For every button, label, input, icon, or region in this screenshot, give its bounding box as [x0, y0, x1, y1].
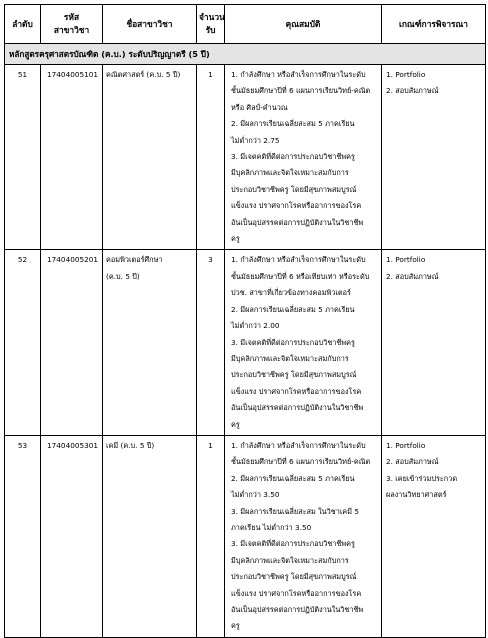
- row-code: 17404005201: [41, 250, 103, 435]
- row-criteria: [382, 250, 486, 435]
- criteria-line: 1. Portfolio: [386, 440, 426, 450]
- qual-line: 3. มีผลการเรียนเฉลี่ยสะสม ในวิชาเคมี 5: [231, 506, 359, 516]
- row-seats: 1: [197, 435, 225, 637]
- row-major-line2: (ค.บ. 5 ปี): [106, 271, 140, 281]
- row-major: [103, 435, 197, 637]
- qual-line: 2. มีผลการเรียนเฉลี่ยสะสม 5 ภาคเรียน: [231, 304, 355, 314]
- header-seats-line2: รับ: [205, 25, 216, 35]
- qual-line: แข็งแรง ปราศจากโรคหรืออาการของโรค: [231, 201, 362, 211]
- section-title: หลักสูตรครุศาสตรบัณฑิต (ค.บ.) ระดับปริญญาตรี (5 ปี): [5, 44, 486, 65]
- qual-line: หรือ ศิลป์-คำนวณ: [231, 102, 288, 112]
- qual-line: 3. มีเจตคติที่ดีต่อการประกอบวิชาชีพครู: [231, 337, 355, 347]
- qual-line: 1. กำลังศึกษา หรือสำเร็จการศึกษาในระดับ: [231, 440, 366, 450]
- qual-line: แข็งแรง ปราศจากโรคหรืออาการของโรค: [231, 588, 362, 598]
- row-qualifications: [225, 435, 382, 637]
- row-criteria: [382, 435, 486, 637]
- criteria-line: 1. Portfolio: [386, 255, 426, 265]
- qual-line: ชั้นมัธยมศึกษาปีที่ 6 หรือเทียบเท่า หรือระดับ: [231, 271, 370, 281]
- row-major-line1: เคมี (ค.บ. 5 ปี): [106, 440, 155, 450]
- row-qualifications: [225, 65, 382, 250]
- row-code: 17404005301: [41, 435, 103, 637]
- header-seats: [197, 5, 225, 44]
- header-code-line1: รหัส: [63, 12, 80, 22]
- header-code-line2: สาขาวิชา: [53, 25, 90, 35]
- header-code: [41, 5, 103, 44]
- qual-line: มีบุคลิกภาพและจิตใจเหมาะสมกับการ: [231, 353, 349, 363]
- qual-line: ไม่ต่ำกว่า 2.00: [231, 321, 280, 331]
- qual-line: แข็งแรง ปราศจากโรคหรืออาการของโรค: [231, 386, 362, 396]
- row-major-line1: คณิตศาสตร์ (ค.บ. 5 ปี): [106, 70, 181, 79]
- qual-line: ครู: [231, 621, 240, 631]
- row-major: [103, 250, 197, 435]
- header-no: ลำดับ: [5, 5, 41, 44]
- qual-line: อันเป็นอุปสรรคต่อการปฏิบัติงานในวิชาชีพ: [231, 217, 364, 227]
- qual-line: ไม่ต่ำกว่า 2.75: [231, 135, 280, 145]
- row-no: 52: [5, 250, 41, 435]
- criteria-line: 2. สอบสัมภาษณ์: [386, 86, 439, 96]
- criteria-line: 2. สอบสัมภาษณ์: [386, 457, 439, 467]
- row-seats: 3: [197, 250, 225, 435]
- table-row: [5, 250, 486, 435]
- qual-line: ชั้นมัธยมศึกษาปีที่ 6 แผนการเรียนวิทย์-คณิต: [231, 86, 371, 96]
- row-criteria: [382, 65, 486, 250]
- qual-line: ไม่ต่ำกว่า 3.50: [231, 490, 280, 500]
- row-code: 17404005101: [41, 65, 103, 250]
- row-no: 51: [5, 65, 41, 250]
- header-criteria: เกณฑ์การพิจารณา: [382, 5, 486, 44]
- qual-line: ประกอบวิชาชีพครู โดยมีสุขภาพสมบูรณ์: [231, 572, 357, 582]
- qual-line: ครู: [231, 419, 240, 429]
- row-major: [103, 65, 197, 250]
- row-no: 53: [5, 435, 41, 637]
- qual-line: อันเป็นอุปสรรคต่อการปฏิบัติงานในวิชาชีพ: [231, 403, 364, 413]
- admission-table: [4, 4, 486, 638]
- qual-line: 1. กำลังศึกษา หรือสำเร็จการศึกษาในระดับ: [231, 70, 366, 79]
- qual-line: อันเป็นอุปสรรคต่อการปฏิบัติงานในวิชาชีพ: [231, 605, 364, 614]
- qual-line: 3. มีเจตคติที่ดีต่อการประกอบวิชาชีพครู: [231, 152, 355, 162]
- admission-table-container: [4, 4, 485, 638]
- row-qualifications: [225, 250, 382, 435]
- section-row: [5, 44, 486, 65]
- row-major-line1: คอมพิวเตอร์ศึกษา: [106, 255, 163, 265]
- header-qualifications: คุณสมบัติ: [225, 5, 382, 44]
- qual-line: ครู: [231, 234, 240, 244]
- qual-line: ปวช. สาขาที่เกี่ยวข้องทางคอมพิวเตอร์: [231, 288, 351, 298]
- criteria-line: 1. Portfolio: [386, 70, 426, 79]
- criteria-line: 3. เคยเข้าร่วมประกวด: [386, 473, 458, 483]
- criteria-line: 2. สอบสัมภาษณ์: [386, 271, 439, 281]
- table-header-row: [5, 5, 486, 44]
- qual-line: ภาคเรียน ไม่ต่ำกว่า 3.50: [231, 522, 312, 532]
- qual-line: ประกอบวิชาชีพครู โดยมีสุขภาพสมบูรณ์: [231, 370, 357, 380]
- qual-line: 3. มีเจตคติที่ดีต่อการประกอบวิชาชีพครู: [231, 539, 355, 549]
- header-seats-line1: จำนวน: [199, 12, 225, 22]
- qual-line: มีบุคลิกภาพและจิตใจเหมาะสมกับการ: [231, 555, 349, 565]
- qual-line: มีบุคลิกภาพและจิตใจเหมาะสมกับการ: [231, 168, 349, 178]
- qual-line: 2. มีผลการเรียนเฉลี่ยสะสม 5 ภาคเรียน: [231, 119, 355, 129]
- header-major: ชื่อสาขาวิชา: [103, 5, 197, 44]
- row-seats: 1: [197, 65, 225, 250]
- table-row: [5, 65, 486, 250]
- qual-line: 1. กำลังศึกษา หรือสำเร็จการศึกษาในระดับ: [231, 255, 366, 265]
- criteria-line: ผลงานวิทยาศาสตร์: [386, 490, 447, 500]
- table-row: [5, 435, 486, 637]
- qual-line: 2. มีผลการเรียนเฉลี่ยสะสม 5 ภาคเรียน: [231, 473, 355, 483]
- qual-line: ประกอบวิชาชีพครู โดยมีสุขภาพสมบูรณ์: [231, 184, 357, 194]
- qual-line: ชั้นมัธยมศึกษาปีที่ 6 แผนการเรียนวิทย์-คณิต: [231, 457, 371, 467]
